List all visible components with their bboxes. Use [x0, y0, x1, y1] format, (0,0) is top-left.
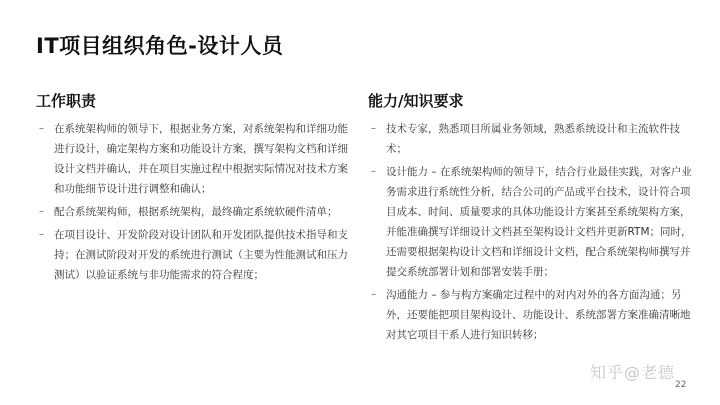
- list-item: [36, 119, 354, 199]
- bullet-dash-icon: –: [371, 289, 376, 300]
- list-item: [368, 162, 698, 282]
- list-item: [368, 119, 698, 159]
- list-item-text: 设计能力 – 在系统架构师的领导下，结合行业最佳实践，对客户业务需求进行系统性分析，结合公司的产品或平台技术，设计符合项目成本、时间、质量要求的具体功能设计方案甚至系统架构方案，并能准确撰写详细设计文档甚至架构设计文档并更新RTM；同时，还需要根据架构设计文档和详细设计文档，配合系统架构师撰写并提交系统部署计划和部署安装手册；: [386, 166, 692, 278]
- bullet-dash-icon: –: [371, 123, 376, 134]
- page-number: 22: [675, 380, 687, 390]
- list-item-text: 配合系统架构师，根据系统架构，最终确定系统软硬件清单；: [54, 206, 338, 218]
- bullet-dash-icon: –: [39, 123, 44, 134]
- bullet-dash-icon: –: [39, 206, 44, 217]
- bullet-dash-icon: –: [371, 166, 376, 177]
- list-item: [36, 225, 354, 285]
- list-item: [36, 202, 354, 222]
- list-item: [368, 285, 698, 345]
- list-item-text: 在系统架构师的领导下，根据业务方案，对系统架构和详细功能进行设计，确定架构方案和功能设计方案，撰写架构文档和详细设计文档并确认，并在项目实施过程中根据实际情况对技术方案和功能细节设计进行调整和确认；: [54, 123, 348, 195]
- bullet-dash-icon: –: [39, 229, 44, 240]
- watermark: 知乎@老德: [590, 363, 676, 382]
- right-column: [368, 90, 698, 348]
- list-item-text: 在项目设计、开发阶段对设计团队和开发团队提供技术指导和支持；在测试阶段对开发的系统进行测试（主要为性能测试和压力测试）以验证系统与非功能需求的符合程度；: [54, 229, 348, 281]
- right-bullet-list: [368, 119, 698, 345]
- left-column: [36, 90, 354, 288]
- left-bullet-list: [36, 119, 354, 285]
- list-item-text: 沟通能力 – 参与构方案确定过程中的对内对外的各方面沟通；另外，还要能把项目架构设计、功能设计、系统部署方案准确清晰地对其它项目干系人进行知识转移；: [386, 289, 691, 341]
- list-item-text: 技术专家，熟悉项目所属业务领域，熟悉系统设计和主流软件技术；: [386, 123, 680, 155]
- left-heading: 工作职责: [36, 92, 97, 110]
- slide-title: IT项目组织角色-设计人员: [36, 34, 284, 58]
- right-heading: 能力/知识要求: [368, 92, 464, 110]
